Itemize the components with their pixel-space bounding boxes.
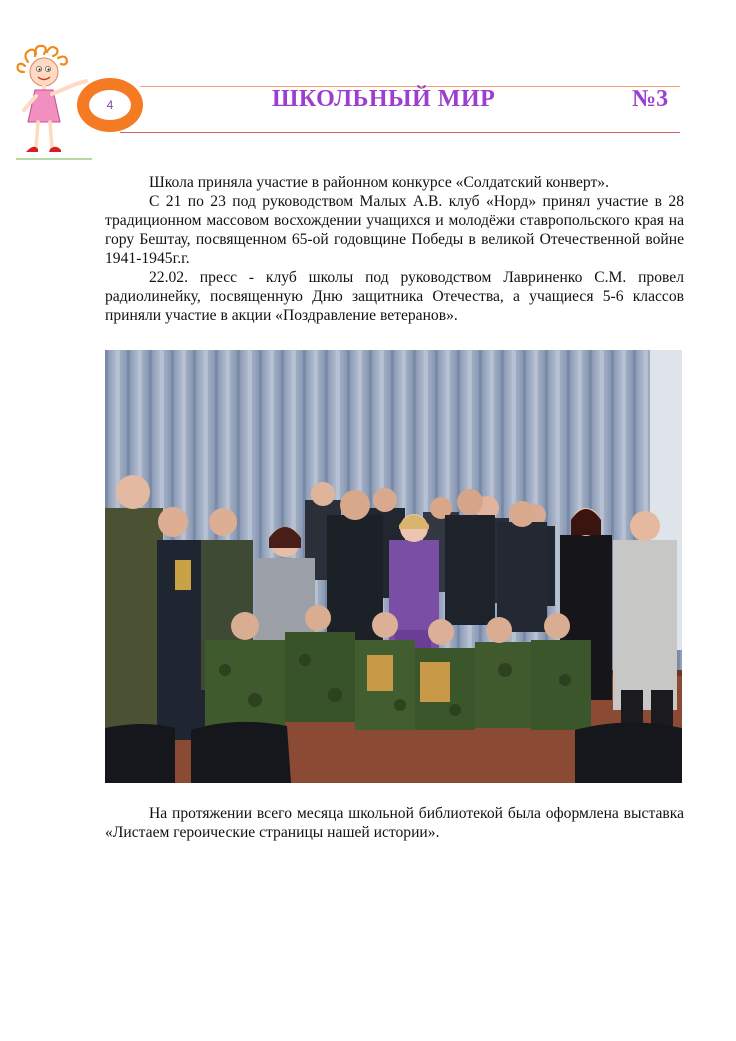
page-number-badge xyxy=(77,78,143,132)
paragraph: Школа приняла участие в районном конкурсе «Солдатский конверт». xyxy=(149,174,609,191)
paragraph: С 21 по 23 под руководством Малых А.В. клуб «Норд» принял участие в 28 традиционном массовом восхождении учащихся и молодёжи ставропольского края на гору Бештау, посвященном 65-ой годовщине Победы в великой Отечественной войне 1941-1945г.г. xyxy=(105,193,684,267)
paragraph: На протяжении всего месяца школьной библиотекой была оформлена выставка «Листаем героические страницы нашей истории». xyxy=(105,805,684,841)
page-number: 4 xyxy=(106,98,114,112)
logo-underline xyxy=(16,158,92,160)
group-photo xyxy=(105,350,682,783)
publication-title: ШКОЛЬНЫЙ МИР xyxy=(272,86,496,112)
header-rule-bottom xyxy=(120,132,680,133)
article-text-bottom xyxy=(105,804,684,842)
issue-number: №3 xyxy=(632,86,669,112)
group-photo-image xyxy=(105,350,682,783)
paragraph: 22.02. пресс - клуб школы под руководством Лавриненко С.М. провел радиолинейку, посвященную Дню защитника Отечества, а учащиеся 5-6 классов приняли участие в акции «Поздравление ветеранов». xyxy=(105,269,684,324)
article-text-top xyxy=(105,173,684,325)
